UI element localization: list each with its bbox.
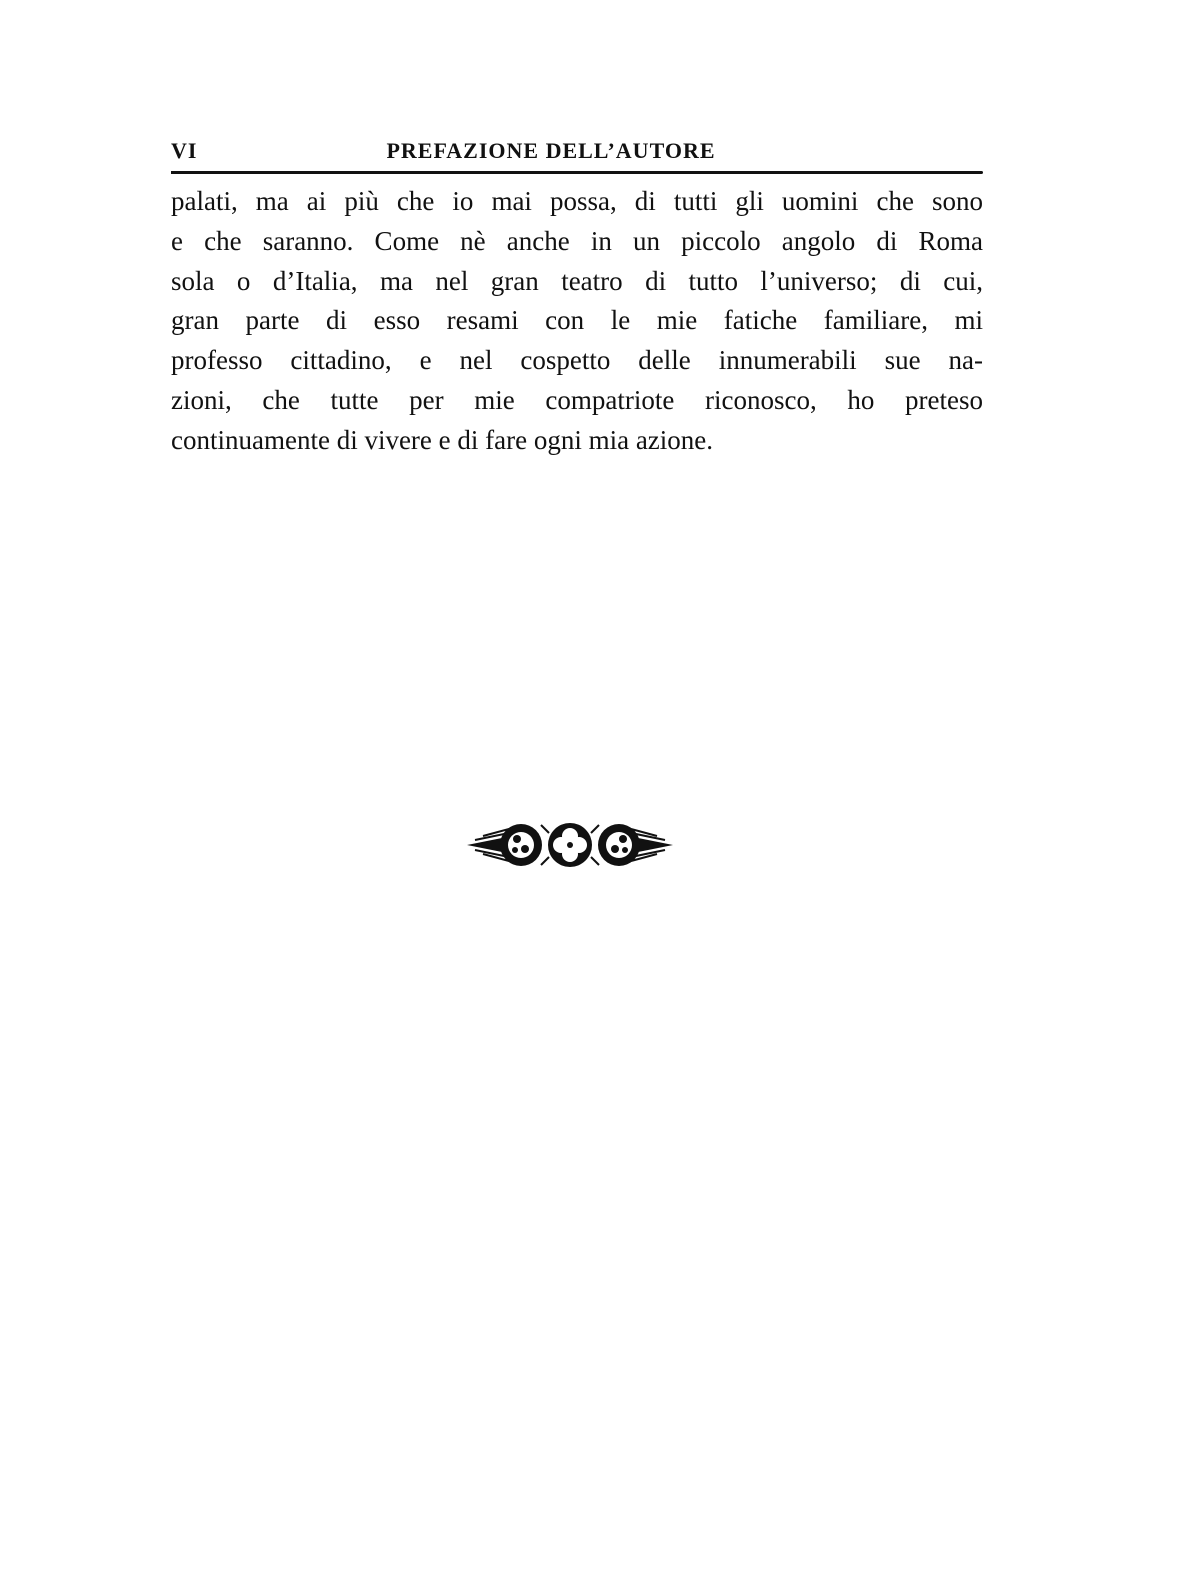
- text-line: e che saranno. Come nè anche in un piccolo angolo di Roma: [171, 225, 983, 256]
- text-line: continuamente di vivere e di fare ogni mia azione.: [171, 424, 714, 455]
- printers-ornament-icon: [465, 819, 675, 871]
- page-number: VI: [171, 138, 198, 163]
- text-line: palati, ma ai più che io mai possa, di tutti gli uomini che sono: [171, 186, 983, 216]
- running-title: PREFAZIONE DELL’AUTORE: [386, 138, 716, 163]
- body-paragraph: [171, 182, 983, 461]
- text-line: professo cittadino, e nel cospetto delle innumerabili sue na-: [171, 345, 983, 376]
- header-rule: [171, 171, 983, 174]
- text-line: sola o d’Italia, ma nel gran teatro di tutto l’universo; di cui,: [171, 265, 983, 296]
- text-line: zioni, che tutte per mie compatriote riconosco, ho preteso: [171, 384, 983, 415]
- text-line: gran parte di esso resami con le mie fatiche familiare, mi: [171, 305, 983, 336]
- running-head: [171, 136, 983, 170]
